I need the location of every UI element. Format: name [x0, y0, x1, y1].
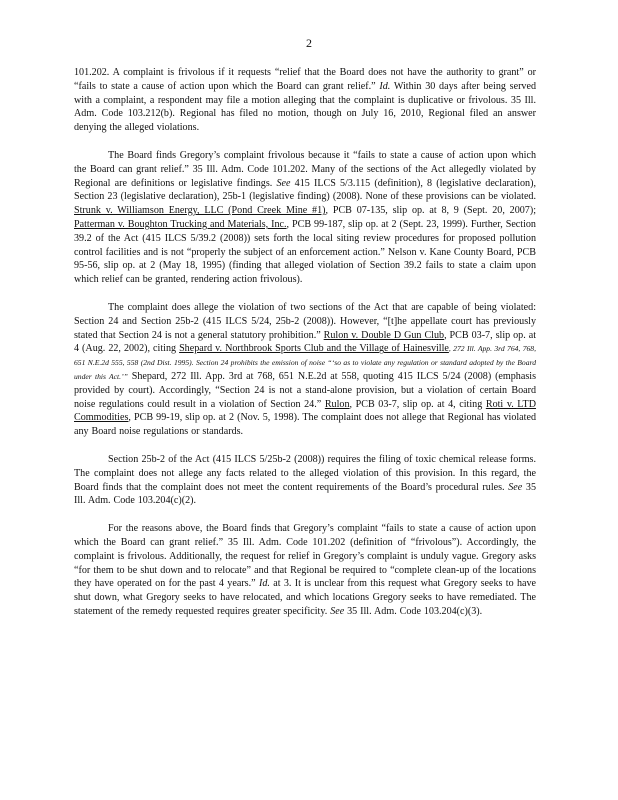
signal-word: Id.	[379, 80, 391, 92]
text-segment: For the reasons above, the Board finds that Gregory’s complaint “fails to state a cause of action upon which the Board can grant relief.” 35 Ill. Adm. Code 101.202 (definition of “frivolous”). Accordingly, the complaint is frivolous. Additionally, the request for relief in Gregory’s complaint is unduly vague. Gregory asks “for them to be shut down and to relocate” and that Regional be required to “complete clean-up of the locations they have operated on for the past 4 years.”	[74, 523, 536, 590]
text-segment: 415 ILCS 5/3.115 (definition), 8 (legislative declaration), Section 23 (legislative declaration), 25b-1 (legislative finding) (2008). None of these provisions can be violated.	[74, 177, 536, 203]
paragraph-3	[74, 301, 536, 439]
text-segment: 101.202. A complaint is frivolous if it requests “relief that the Board does not have the authority to grant” or “fails to state a cause of action upon which the Board can grant relief.”	[74, 67, 536, 92]
case-citation: Patterman v. Boughton Trucking and Materials, Inc.	[74, 218, 287, 230]
case-citation: Rulon	[324, 398, 350, 410]
text-segment: , PCB 99-19, slip op. at 2 (Nov. 5, 1998). The complaint does not allege that Regional has violated any Board noise regulations or standards.	[74, 412, 536, 438]
signal-word: See	[276, 177, 291, 189]
text-segment: Within 30 days after being served with a complaint, a respondent may file a motion alleging that the complaint is duplicative or frivolous. 35 Ill. Adm. Code 103.212(b). Regional has filed no motion, though on July 16, 2010, Regional filed an answer denying the alleged violations.	[74, 80, 537, 134]
text-segment: The complaint does allege the violation of two sections of the Act that are capable of being violated: Section 24 and Section 25b-2 (415 ILCS 5/24, 25b-2 (2008)). However, “[t]he appellate court has previously stated that Section 24 is not a general statutory prohibition.”	[74, 301, 536, 341]
text-segment: 35 Ill. Adm. Code 103.204(c)(2).	[74, 481, 536, 507]
document-body	[74, 66, 536, 633]
case-citation: Strunk v. Williamson Energy, LLC (Pond Creek Mine #1)	[74, 205, 326, 217]
text-segment: 35 Ill. Adm. Code 103.204(c)(3).	[344, 605, 483, 617]
text-segment: , PCB 07-135, slip op. at 8, 9 (Sept. 20, 2007);	[325, 205, 537, 217]
text-segment: Shepard, 272 Ill. App. 3rd at 768, 651 N.E.2d at 558, quoting 415 ILCS 5/24 (2008) (emphasis provided by court). Accordingly, “Section 24 is not a stand-alone provision, but a violation of certain Board noise regulations could result in a violation of Section 24.”	[74, 370, 536, 410]
case-citation: Rulon v. Double D Gun Club	[323, 329, 445, 341]
case-citation: Shepard v. Northbrook Sports Club and the Village of Hainesville	[179, 343, 449, 355]
text-segment: , PCB 03-7, slip op. at 4, citing	[349, 398, 486, 410]
paragraph-4	[74, 453, 536, 508]
text-segment: Section 25b-2 of the Act (415 ILCS 5/25b-2 (2008)) requires the filing of toxic chemical release forms. The complaint does not allege any facts related to the alleged violation of this provision. In this regard, the Board finds that the complaint does not meet the content requirements of the Board’s procedural rules.	[74, 453, 536, 493]
text-segment: at 3. It is unclear from this request what Gregory seeks to have shut down, what Gregory seeks to have relocated, and which locations Gregory seeks to have remediated. The statement of the remedy requested requires greater specificity.	[74, 578, 536, 617]
signal-word: See	[330, 605, 345, 617]
case-citation: Roti v. LTD Commodities	[74, 398, 537, 424]
signal-word: See	[508, 481, 523, 493]
text-segment: , PCB 03-7, slip op. at 4 (Aug. 22, 2002), citing	[74, 329, 536, 355]
text-segment: The Board finds Gregory’s complaint frivolous because it “fails to state a cause of action upon which the Board can grant relief.” 35 Ill. Adm. Code 101.202. Many of the sections of the Act allegedly violated by Regional are definitions or legislative findings.	[74, 149, 536, 189]
page-number: 2	[306, 36, 312, 50]
paragraph-2	[74, 149, 536, 287]
paragraph-5	[74, 522, 536, 619]
quoted-statute: , 272 Ill. App. 3rd 764, 768, 651 N.E.2d 555, 558 (2nd Dist. 1995). Section 24 prohibits the emission of noise “‘so as to violate any regulation or standard adopted by the Board under this Act.’”	[74, 344, 536, 381]
signal-word: Id.	[258, 578, 270, 590]
paragraph-1	[74, 66, 536, 135]
text-segment: , PCB 99-187, slip op. at 2 (Sept. 23, 1999). Further, Section 39.2 of the Act (415 ILCS 5/39.2 (2008)) sets forth the local siting review procedures for proposed pollution control facilities and is not “properly the subject of an enforcement action.” Nelson v. Kane County Board, PCB 95-56, slip op. at 2 (May 18, 1995) (finding that alleged violation of Section 39.2 fails to state a claim upon which relief can be granted, rendering action frivolous).	[74, 218, 536, 286]
